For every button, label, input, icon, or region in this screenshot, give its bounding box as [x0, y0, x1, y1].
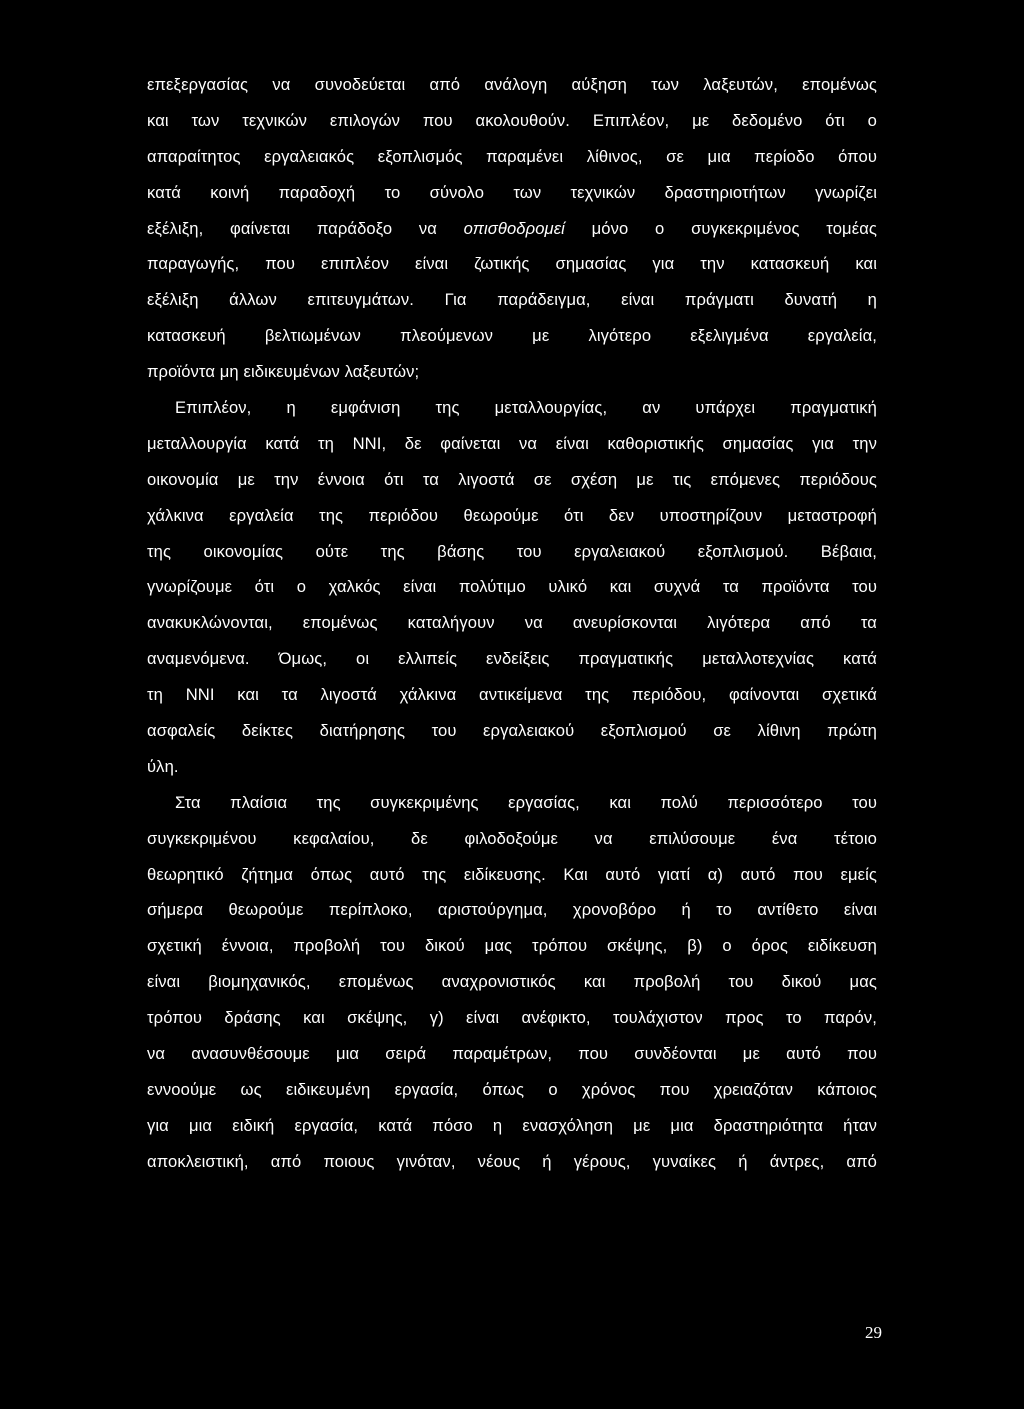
text-line: επεξεργασίας να συνοδεύεται από ανάλογη αύξηση των λαξευτών, επομένως: [147, 75, 877, 94]
text-line: να ανασυνθέσουμε μια σειρά παραμέτρων, που συνδέονται με αυτό που: [147, 1044, 877, 1064]
text-line: οικονομία με την έννοια ότι τα λιγοστά σε σχέση με τις επόμενες περιόδους: [147, 469, 877, 489]
text-line: [147, 211, 877, 247]
text-line: θεωρητικό ζήτημα όπως αυτό της ειδίκευσης. Και αυτό γιατί α) αυτό που εμείς: [147, 864, 877, 884]
text-line: εννοούμε ως ειδικευμένη εργασία, όπως ο χρόνος που χρειαζόταν κάποιος: [147, 1079, 877, 1099]
text-line: για μια ειδική εργασία, κατά πόσο η ενασχόληση με μια δραστηριότητα ήταν: [147, 1115, 877, 1135]
text-line: αποκλειστική, από ποιους γινόταν, νέους ή γέρους, γυναίκες ή άντρες, από: [147, 1151, 877, 1171]
text-line: αναμενόμενα. Όμως, οι ελλιπείς ενδείξεις πραγματικής μεταλλοτεχνίας κατά: [147, 649, 877, 669]
text-line: απαραίτητος εργαλειακός εξοπλισμός παραμένει λίθινος, σε μια περίοδο όπου: [147, 146, 877, 166]
text-line: χάλκινα εργαλεία της περιόδου θεωρούμε ότι δεν υποστηρίζουν μεταστροφή: [147, 505, 877, 525]
emphasized-word: οπισθοδρομεί: [463, 218, 565, 238]
text-line: σήμερα θεωρούμε περίπλοκο, αριστούργημα, χρονοβόρο ή το αντίθετο είναι: [147, 900, 877, 920]
text-line: προϊόντα μη ειδικευμένων λαξευτών;: [147, 362, 420, 382]
text-segment: εξέλιξη, φαίνεται παράδοξο να: [147, 218, 464, 238]
text-line: τη ΝΝΙ και τα λιγοστά χάλκινα αντικείμενα της περιόδου, φαίνονται σχετικά: [147, 685, 877, 705]
text-line: συγκεκριμένου κεφαλαίου, δε φιλοδοξούμε να επιλύσουμε ένα τέτοιο: [147, 828, 877, 848]
text-line: είναι βιομηχανικός, επομένως αναχρονιστικός και προβολή του δικού μας: [147, 972, 877, 992]
text-line: ασφαλείς δείκτες διατήρησης του εργαλειακού εξοπλισμού σε λίθινη πρώτη: [147, 721, 877, 741]
text-line: τρόπου δράσης και σκέψης, γ) είναι ανέφικτο, τουλάχιστον προς το παρόν,: [147, 1008, 877, 1028]
text-line: εξέλιξη άλλων επιτευγμάτων. Για παράδειγμα, είναι πράγματι δυνατή η: [147, 290, 877, 310]
text-line: και των τεχνικών επιλογών που ακολουθούν. Επιπλέον, με δεδομένο ότι ο: [147, 110, 877, 130]
text-line: της οικονομίας ούτε της βάσης του εργαλειακού εξοπλισμού. Βέβαια,: [147, 541, 877, 561]
text-line: κατά κοινή παραδοχή το σύνολο των τεχνικών δραστηριοτήτων γνωρίζει: [147, 182, 877, 202]
text-line: ύλη.: [147, 756, 179, 776]
text-line: γνωρίζουμε ότι ο χαλκός είναι πολύτιμο υλικό και συχνά τα προϊόντα του: [147, 577, 877, 597]
page-number: 29: [865, 1323, 882, 1342]
text-line: ανακυκλώνονται, επομένως καταλήγουν να ανευρίσκονται λιγότερα από τα: [147, 613, 877, 633]
text-line: Επιπλέον, η εμφάνιση της μεταλλουργίας, αν υπάρχει πραγματική: [175, 398, 877, 418]
text-line: μεταλλουργία κατά τη ΝΝΙ, δε φαίνεται να είναι καθοριστικής σημασίας για την: [147, 433, 877, 453]
text-line: κατασκευή βελτιωμένων πλεούμενων με λιγότερο εξελιγμένα εργαλεία,: [147, 326, 877, 346]
text-line: παραγωγής, που επιπλέον είναι ζωτικής σημασίας για την κατασκευή και: [147, 254, 877, 274]
body-text: [147, 67, 877, 1180]
text-segment: μόνο ο συγκεκριμένος τομέας: [564, 218, 877, 238]
text-line: σχετική έννοια, προβολή του δικού μας τρόπου σκέψης, β) ο όρος ειδίκευση: [147, 936, 877, 956]
text-line: Στα πλαίσια της συγκεκριμένης εργασίας, και πολύ περισσότερο του: [175, 792, 877, 812]
